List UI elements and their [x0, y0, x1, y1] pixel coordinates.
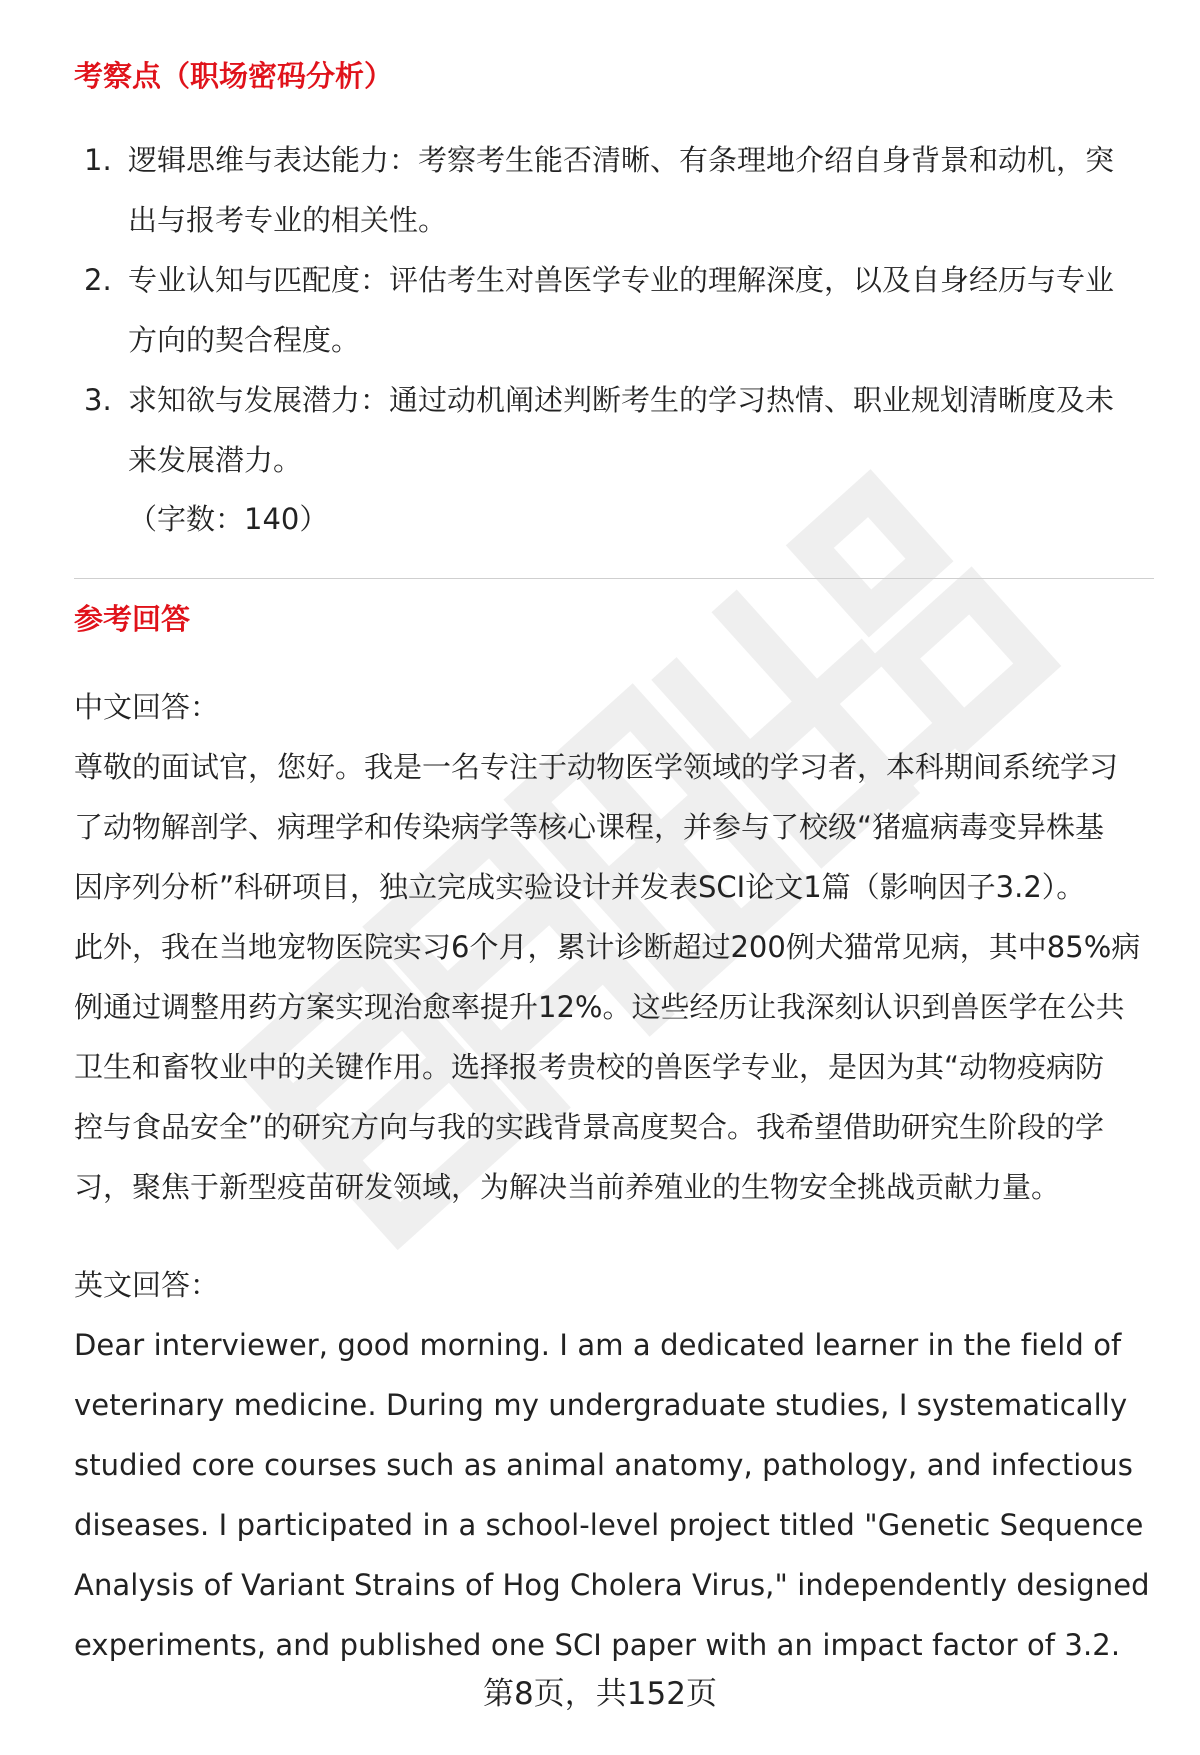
list-item-line: 专业认知与匹配度：评估考生对兽医学专业的理解深度，以及自身经历与专业: [128, 263, 1115, 297]
chinese-answer-line: 控与食品安全”的研究方向与我的实践背景高度契合。我希望借助研究生阶段的学: [74, 1110, 1105, 1144]
list-item-line: 方向的契合程度。: [128, 323, 361, 357]
chinese-answer-line: 例通过调整用药方案实现治愈率提升12%。这些经历让我深刻认识到兽医学在公共: [74, 990, 1125, 1024]
list-item-line: 求知欲与发展潜力：通过动机阐述判断考生的学习热情、职业规划清晰度及未: [128, 383, 1115, 417]
list-item-number: 3.: [84, 383, 112, 417]
chinese-answer-line: 尊敬的面试官，您好。我是一名专注于动物医学领域的学习者，本科期间系统学习: [74, 750, 1119, 784]
word-count: （字数：140）: [128, 502, 329, 536]
english-answer-line: experiments, and published one SCI paper with an impact factor of 3.2.: [74, 1628, 1121, 1662]
chinese-answer-line: 卫生和畜牧业中的关键作用。选择报考贵校的兽医学专业，是因为其“动物疫病防: [74, 1050, 1105, 1084]
english-answer-line: veterinary medicine. During my undergraduate studies, I systematically: [74, 1388, 1128, 1422]
list-item-line: 来发展潜力。: [128, 443, 303, 477]
chinese-answer-label: 中文回答：: [74, 690, 220, 724]
english-answer-line: studied core courses such as animal anatomy, pathology, and infectious: [74, 1448, 1133, 1482]
english-answer-line: Dear interviewer, good morning. I am a dedicated learner in the field of: [74, 1328, 1122, 1362]
exam-points-title: 考察点（职场密码分析）: [74, 59, 394, 93]
chinese-answer-body: [74, 737, 1154, 1217]
list-item-line: 逻辑思维与表达能力：考察考生能否清晰、有条理地介绍自身背景和动机，突: [128, 143, 1115, 177]
chinese-answer-line: 此外，我在当地宠物医院实习6个月，累计诊断超过200例犬猫常见病，其中85%病: [74, 930, 1141, 964]
list-item-number: 1.: [84, 143, 112, 177]
english-answer-label: 英文回答：: [74, 1268, 220, 1302]
exam-points-list: [74, 130, 1154, 490]
list-item-line: 出与报考专业的相关性。: [128, 203, 448, 237]
chinese-answer-line: 因序列分析”科研项目，独立完成实验设计并发表SCI论文1篇（影响因子3.2）。: [74, 870, 1086, 904]
english-answer-line: diseases. I participated in a school-level project titled "Genetic Sequence: [74, 1508, 1144, 1542]
document-page: [74, 56, 1154, 1675]
reference-answer-title: 参考回答: [74, 602, 191, 636]
list-item: [74, 370, 1154, 490]
page-number-footer: 第8页，共152页: [483, 1676, 717, 1712]
chinese-answer-line: 习，聚焦于新型疫苗研发领域，为解决当前养殖业的生物安全挑战贡献力量。: [74, 1170, 1061, 1204]
chinese-answer-line: 了动物解剖学、病理学和传染病学等核心课程，并参与了校级“猪瘟病毒变异株基: [74, 810, 1105, 844]
english-answer-body: [74, 1315, 1154, 1675]
list-item-number: 2.: [84, 263, 112, 297]
list-item: [74, 130, 1154, 250]
english-answer-line: Analysis of Variant Strains of Hog Cholera Virus," independently designed: [74, 1568, 1150, 1602]
list-item: [74, 250, 1154, 370]
section-divider: [74, 578, 1154, 579]
